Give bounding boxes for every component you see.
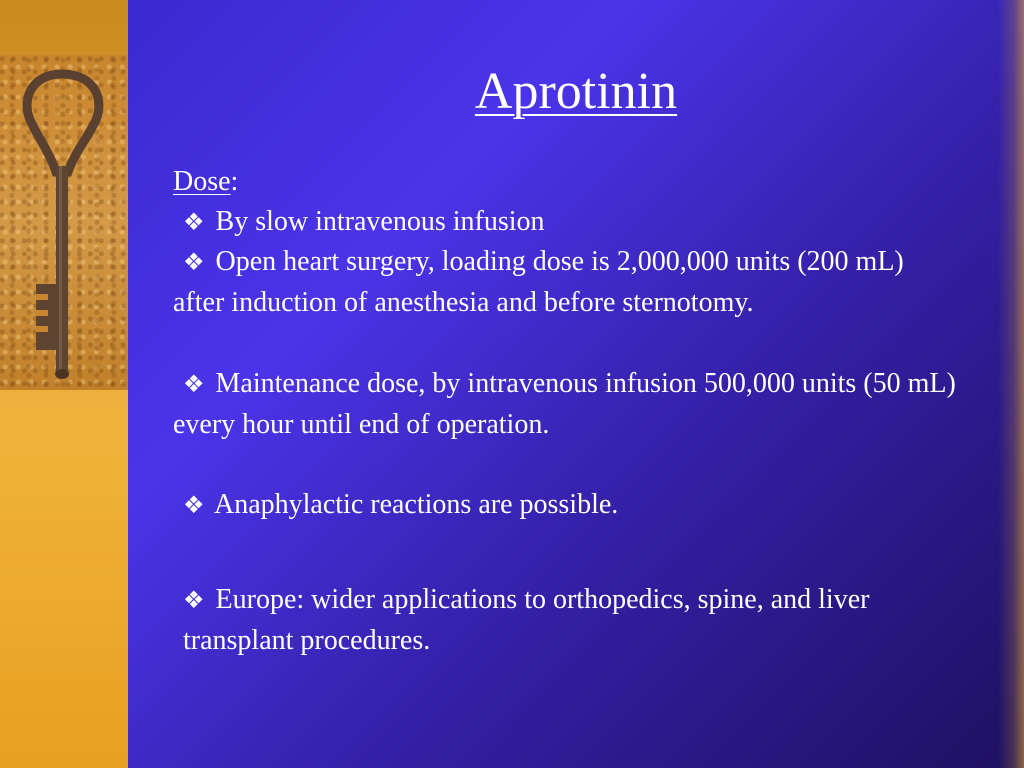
key-icon: [10, 62, 120, 382]
bullet-item: [183, 580, 983, 661]
diamond-bullet-icon: ❖: [183, 250, 205, 276]
bullet-item: [173, 364, 973, 445]
bullet-item: [183, 202, 545, 243]
bullet-text: Open heart surgery, loading dose is 2,000,000 units (200 mL) after induction of anesthesia and before sternotomy.: [173, 246, 904, 318]
bullet-text: Anaphylactic reactions are possible.: [213, 489, 619, 520]
bullet-item: [183, 485, 618, 526]
diamond-bullet-icon: ❖: [183, 210, 205, 236]
bullet-text: By slow intravenous infusion: [215, 206, 545, 237]
bullet-text: Maintenance dose, by intravenous infusion 500,000 units (50 mL) every hour until end of operation.: [173, 368, 956, 440]
dose-colon: :: [230, 166, 239, 197]
diamond-bullet-icon: ❖: [183, 588, 205, 614]
dose-label: Dose: [173, 166, 231, 197]
dose-heading: [173, 162, 238, 202]
left-decorative-panel: [0, 0, 128, 768]
bullet-item: [173, 242, 953, 323]
diamond-bullet-icon: ❖: [183, 493, 205, 519]
bullet-text: Europe: wider applications to orthopedics, spine, and liver transplant procedures.: [183, 584, 870, 656]
slide-title: Aprotinin: [474, 63, 678, 120]
diamond-bullet-icon: ❖: [183, 372, 205, 398]
